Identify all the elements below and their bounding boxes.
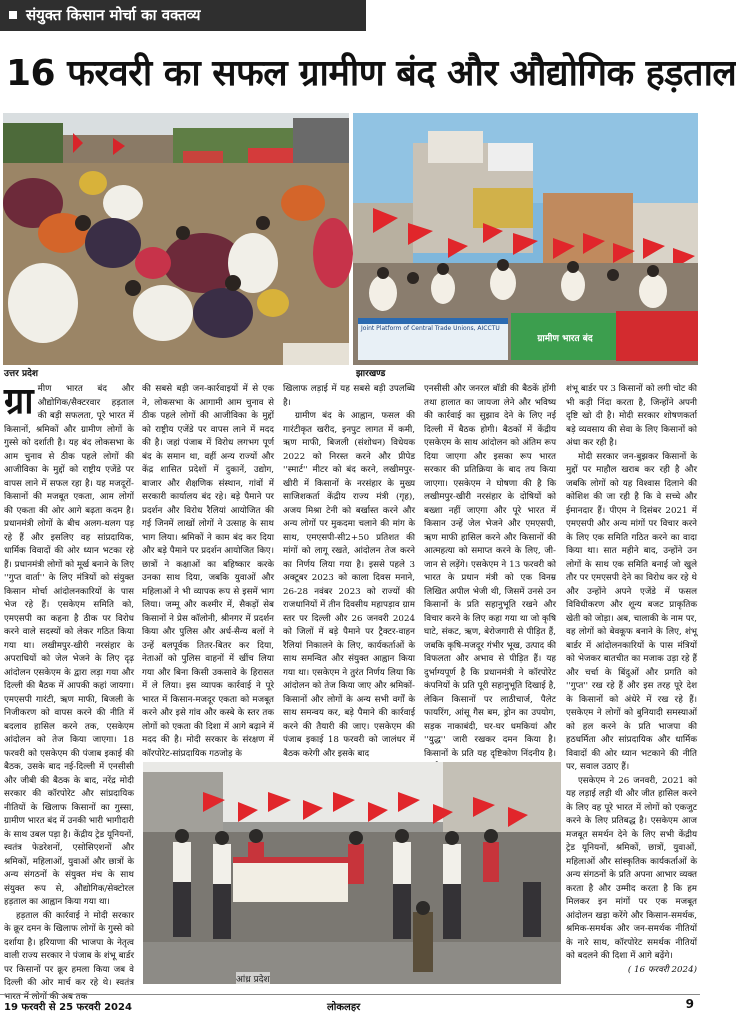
section-banner-title: संयुक्त किसान मोर्चा का वक्तव्य (26, 6, 201, 24)
caption-andhra-pradesh: आंध्र प्रदेश (236, 972, 270, 985)
article-column-4 (424, 383, 556, 759)
article-column-1 (4, 380, 134, 1002)
column-3-paragraph-1: खिलाफ लड़ाई में यह सबसे बड़ी उपलब्धि है। (283, 384, 415, 408)
column-2-paragraph-1: की सबसे बड़ी जन-कार्रवाइयों में से एक ने, लोकसभा के आगामी आम चुनाव से ठीक पहले लोगों की आजीविका के मुद्दों को राष्ट्रीय एजेंडे पर वापस लाने में मदद की है। जहां पंजाब में विरोध लगभग पूर्ण बंद के समान था, वहीं अन्य राज्यों और केंद्र शासित प्रदेशों में दुकानें, उद्योग, बाजार और शैक्षणिक संस्थान, गांवों में सरकारी कार्यालय बंद रहे। बड़े पैमाने पर प्रदर्शन और विरोध रैलियां आयोजित की गई जिनमें लाखों लोगों ने उत्साह के साथ भाग लिया। श्रमिकों ने काम बंद कर दिया और बड़े पैमाने पर प्रदर्शन आयोजित किए। छात्रों ने कक्षाओं का बहिष्कार करके उनका साथ दिया, जबकि युवाओं और महिलाओं ने भी व्यापक रूप से इसमें भाग लिया। जम्मू और कश्मीर में, सैकड़ों सेब किसानों ने प्रेस कॉलोनी, श्रीनगर में प्रदर्शन किया और पुलिस और अर्ध-सैन्य बलों ने उन्हें बलपूर्वक तितर-बितर कर दिया, नेताओं को पुलिस वाहनों में खींच लिया गया और बिना किसी उकसावे के हिरासत में ले लिया। इस व्यापक कार्रवाई ने पूरे भारत में किसान-मजदूर एकता को मजबूत करने और इसे गांव और कस्बे के स्तर तक लोगों को एकता की दिशा में आगे बढ़ाने में मदद की है। मोदी सरकार के संरक्षण में कॉरपोरेट-सांप्रदायिक गठजोड़ के (142, 384, 274, 759)
article-column-3 (283, 383, 415, 759)
photo-andhra-pradesh (143, 762, 561, 984)
footer-page-number: 9 (685, 997, 694, 1011)
bullet-square-icon (9, 11, 17, 19)
page-footer (0, 994, 700, 1013)
column-5-paragraph-3: एसकेएम ने 26 जनवरी, 2021 को यह लड़ाई लड़ी थी और जीत हासिल करने के लिए वह पूरे भारत में लोगों को एकजुट करने के लिए प्रतिबद्ध है। एसकेएम आज मजबूत समर्थन देने के लिए सभी केंद्रीय ट्रेड यूनियनों, श्रमिकों, छात्रों, युवाओं, महिलाओं और सांस्कृतिक कार्यकर्ताओं के अन्य संगठनों के प्रति अपना आभार व्यक्त करता है और उम्मीद करता है कि हम मिलकर इन मांगों पर एक मजबूत आंदोलन खड़ा करेंगे और किसान-समर्थक, श्रमिक-समर्थक और जन-समर्थक नीतियों के नारे साथ, कॉरपोरेट समर्थक नीतियों को बदलने की दिशा में आगे बढ़ेंगे। (566, 775, 697, 961)
photo-uttar-pradesh (3, 113, 349, 365)
column-4-paragraph-1: एनसीसी और जनरल बॉडी की बैठकें होंगी तथा हालात का जायजा लेने और भविष्य की कार्रवाई का सुझाव देने के लिए नई दिल्ली में बैठक होगी। बैठकों में केंद्रीय एसकेएम के साथ आंदोलन को अंतिम रूप दिया जाएगा और इसका रूप भारत सरकार की प्रतिक्रिया के बाद तय किया जाएगा। एसकेएम ने घोषणा की है कि लखीमपुर-खीरी नरसंहार के दोषियों को बख्शा नहीं जाएगा और पूरे भारत में किसान उन्हें जेल भेजने और एमएसपी, ऋण माफी हासिल करने और किसानों की आत्महत्या को समाप्त करने के लिए, जी-जान से लड़ेंगे। एसकेएम ने 13 फरवरी को भारत के प्रधान मंत्री को एक विनम्र लिखित अपील भेजी थी, जिसमें उनसे उन किसानों के प्रति सहानुभूति रखने और विचार करने के लिए कहा गया था जो कृषि घाटे, संकट, ऋण, बेरोजगारी से पीड़ित हैं, जबकि कृषि-मजदूर गंभीर भूख, उत्पाद की विफलता और अभाव से पीड़ित हैं। यह दुर्भाग्यपूर्ण है कि प्रधानमंत्री ने कॉरपोरेट कंपनियों के प्रति पूरी सहानुभूति दिखाई है, लेकिन किसानों पर लाठीचार्ज, पैलेट फायरिंग, आंसू गैस बम, ड्रोन का उपयोग, सड़क नाकाबंदी, घर-घर धमकियां और ''युद्ध'' जारी रखकर दमन किया है। किसानों के प्रति यह दृष्टिकोण निंदनीय है। (424, 384, 556, 759)
drop-cap: ग्रा (4, 380, 34, 422)
column-5-paragraph-2: मोदी सरकार जन-बुझकर किसानों के मुद्दों पर माहौल खराब कर रही है और जबकि लोगों को यह विश्वास दिलाने की कोशिश की जा रही है कि वे सच्चे और ईमानदार हैं। पीएम ने दिसंबर 2021 में एमएसपी और अन्य मांगों पर विचार करने के लिए एक समिति गठित करने का वादा किया था। सात महीने बाद, उन्होंने उन लोगों के साथ एक समिति बनाई जो खुले तौर पर एमएसपी देने का विरोध कर रहे थे और उन्होंने अपने एजेंडे में फसल विविधीकरण और शून्य बजट प्राकृतिक खेती को जोड़ा। अब, चालाकी के नाम पर, वह लोगों को बेवकूफ बनाने के लिए, शंभू बार्डर में आंदोलनकारियों के पास मंत्रियों को भेजकर बातचीत का मजाक उड़ा रहे हैं और चर्चा के बिंदुओं और प्रगति को ''गुप्त'' रख रहे हैं और इस तरह पूरे देश के किसानों को अंधेरे में रख रहे हैं। एसकेएम ने लोगों को बुनियादी समस्याओं को हल करने के प्रति भाजपा की हठधर्मिता और सांप्रदायिक और धार्मिक विवादों की ओर ध्यान भटकाने की नीति पर, सवाल उठाए हैं। (566, 451, 697, 772)
banner-text-aicctu: Joint Platform of Central Trade Unions, AICCTU (361, 325, 500, 332)
article-column-5 (566, 383, 697, 983)
footer-paper-name: लोकलहर (327, 1002, 361, 1013)
photo-jharkhand (353, 113, 698, 365)
column-1-paragraph-2: हड़ताल की कार्रवाई ने मोदी सरकार के क्रूर दमन के खिलाफ लोगों के गुस्से को दर्शाया है। हरियाणा की भाजपा के नेतृत्व वाली राज्य सरकार ने पंजाब के शंभू बार्डर पर किसानों पर क्रूर हमला किया जब वे दिल्ली की ओर मार्च कर रहे थे। स्वतंत्र भारत में लोगों की अब तक (4, 910, 134, 1002)
article-date: ( 16 फरवरी 2024) (627, 964, 697, 975)
page-headline: 16 फरवरी का सफल ग्रामीण बंद और औद्योगिक हड़ताल (6, 53, 736, 94)
column-3-paragraph-2: ग्रामीण बंद के आह्वान, फसल की गारंटीकृत खरीद, इनपुट लागत में कमी, ऋण माफी, बिजली (संशोधन) विधेयक 2022 को निरस्त करने और प्रीपेड ''स्मार्ट'' मीटर को बंद करने, लखीमपुर-खीरी में किसानों के नरसंहार के मुख्य साजिशकर्ता केंद्रीय राज्य मंत्री (गृह), अजय मिश्रा टेनी को बर्खास्त करने और अन्य लोगों पर मुकदमा चलाने की मांग के साथ, एमएसपी-सी2+50 प्रतिशत की मांगों को लागू रखते, आंदोलन तेज करने का निर्णय लिया गया है। इससे पहले 3 अक्टूबर 2023 को काला दिवस मनाने, 26-28 नवंबर 2023 को राज्यों की राजधानियों में तीन दिवसीय महापड़ाव ग्राम स्तर पर दिल्ली और 26 जनवरी 2024 को जिलों में बड़े पैमाने पर ट्रैक्टर-वाहन रैलियां निकालने के लिए, कार्यकर्ताओं के साथ समन्वित और संयुक्त आह्वान किया गया था। एसकेएम ने तुरंत निर्णय लिया कि आंदोलन को तेज किया जाए और श्रमिकों-किसानों और लोगों के अन्य सभी वर्गों के साथ समन्वय कर, बड़े पैमाने की कार्रवाई करने की तैयारी की जाए। एसकेएम की पंजाब इकाई 18 फरवरी को जालंधर में बैठक करेगी और इसके बाद (283, 411, 415, 759)
section-banner (0, 0, 366, 31)
article-column-2 (142, 383, 274, 759)
banner-text-rural-bandh: ग्रामीण भारत बंद (537, 334, 593, 344)
footer-dates: 19 फरवरी से 25 फरवरी 2024 (4, 1002, 132, 1013)
caption-uttar-pradesh: उत्तर प्रदेश (4, 369, 38, 379)
column-5-paragraph-1: शंभू बार्डर पर 3 किसानों को लगी चोट की भी कड़ी निंदा करता है, जिन्होंने अपनी दृष्टि खो दी है। मोदी सरकार शोषणकर्ता बड़े व्यवसाय की सेवा के लिए किसानों को अंधा कर रही है। (566, 384, 697, 448)
column-1-paragraph-1: मीण भारत बंद और औद्योगिक/सैक्टरवार हड़ताल की बड़ी सफलता, पूरे भारत में किसानों, श्रमिकों और ग्रामीण लोगों के गुस्से को दर्शाती है। यह बंद लोकसभा के आम चुनाव से ठीक पहले लोगों की आजीविका के मुद्दों को राष्ट्रीय एजेंडे पर वापस लाने में सफल रहा है। यह मजदूरों-किसानों की मजबूत एकता, आम लोगों की एकता की ओर आगे बढ़ता कदम है। प्रधानमंत्री लोगों के बीच अलग-थलग पड़ रहे हैं और इसलिए वह सांप्रदायिक, धार्मिक विवादों की ओर ध्यान भटका रहे हैं। प्रधानमंत्री लोगों को मूर्ख बनाने के लिए ''गुप्त वार्ता'' के लिए मंत्रियों को संयुक्त किसान मोर्चा आंदोलनकारियों के पास भेज रहे हैं। एसकेएम समिति को, एमएसपी का कहना है ठीक पर विरोध करने वाले सदस्यों को लेकर गठित किया गया था। लखीमपुर-खीरी नरसंहार के अपराधियों को जेल भेजने के लिए दृढ़ आंदोलन एसकेएम के द्वारा लड़ा गया और दिल्ली की बैठक में आपकी कहां जायगा। एमएसपी गारंटी, ऋण माफी, बिजली के निजीकरण को वापस करने की नीति में बदलाव हासिल करने तक, एसकेएम आंदोलन को तेज किया जाएगा। 18 फरवरी को एसकेएम की पंजाब इकाई की बैठक, उसके बाद नई-दिल्ली में एनसीसी और जीबी की बैठक के बाद, नरेंद्र मोदी सरकार की कॉरपोरेट और सांप्रदायिक नीतियों के खिलाफ किसानों का गुस्सा, ग्रामीण भारत बंद में उनकी भारी भागीदारी के साथ उबल पड़ा है। केंद्रीय ट्रेड यूनियनों, स्वतंत्र फेडरेशनों, एसोसिएशनों और श्रमिकों, महिलाओं, युवाओं और छात्रों के अन्य संगठनों के संयुक्त मंच के साथ संयुक्त रूप से, औद्योगिक/सेक्टोरल हड़ताल का आह्वान किया गया था। (4, 384, 134, 907)
caption-jharkhand: झारखण्ड (356, 369, 386, 379)
